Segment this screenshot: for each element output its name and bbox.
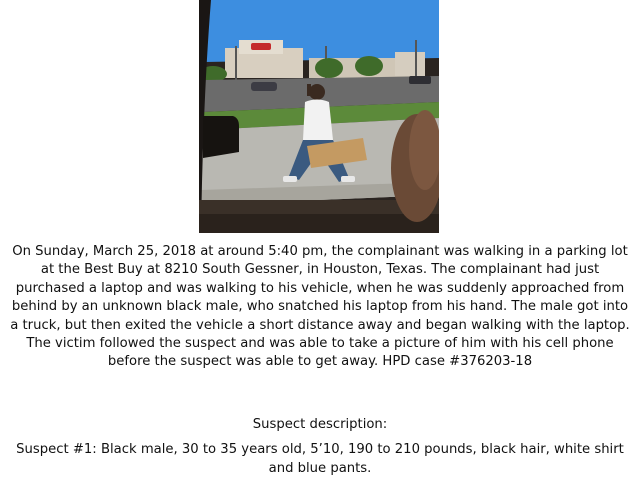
side-mirror <box>203 116 239 158</box>
store-sign <box>251 43 271 50</box>
door-panel <box>199 214 439 233</box>
suspect-shirt <box>303 100 333 141</box>
suspect-shoe <box>283 176 297 182</box>
tree <box>315 58 343 78</box>
building-right <box>395 52 425 76</box>
suspect-1-description: Suspect #1: Black male, 30 to 35 years old, 5’10, 190 to 210 pounds, black hair, white shirt and blue pants. <box>16 442 624 476</box>
car <box>409 76 431 84</box>
light-pole <box>235 46 237 80</box>
suspect-description-heading: Suspect description: <box>252 417 388 432</box>
suspect-arm <box>307 84 311 96</box>
suspect-photo <box>199 0 439 233</box>
car <box>251 82 277 91</box>
suspect-head <box>309 84 325 100</box>
suspect-shoe <box>341 176 355 182</box>
tree <box>355 56 383 76</box>
suspect-photo-image <box>199 0 439 233</box>
light-pole <box>415 40 417 80</box>
incident-narrative: On Sunday, March 25, 2018 at around 5:40 pm, the complainant was walking in a parking lot at the Best Buy at 8210 South Gessner, in Houston, Texas. The complainant had just purchased a laptop and was walking to his vehicle, when he was suddenly approached from behind by an unknown black male, who snatched his laptop from his hand. The male got into a truck, but then exited the vehicle a short distance away and began walking with the laptop. The victim followed the suspect and was able to take a picture of him with his cell phone before the suspect was able to get away. HPD case #376203-18 <box>10 244 630 370</box>
